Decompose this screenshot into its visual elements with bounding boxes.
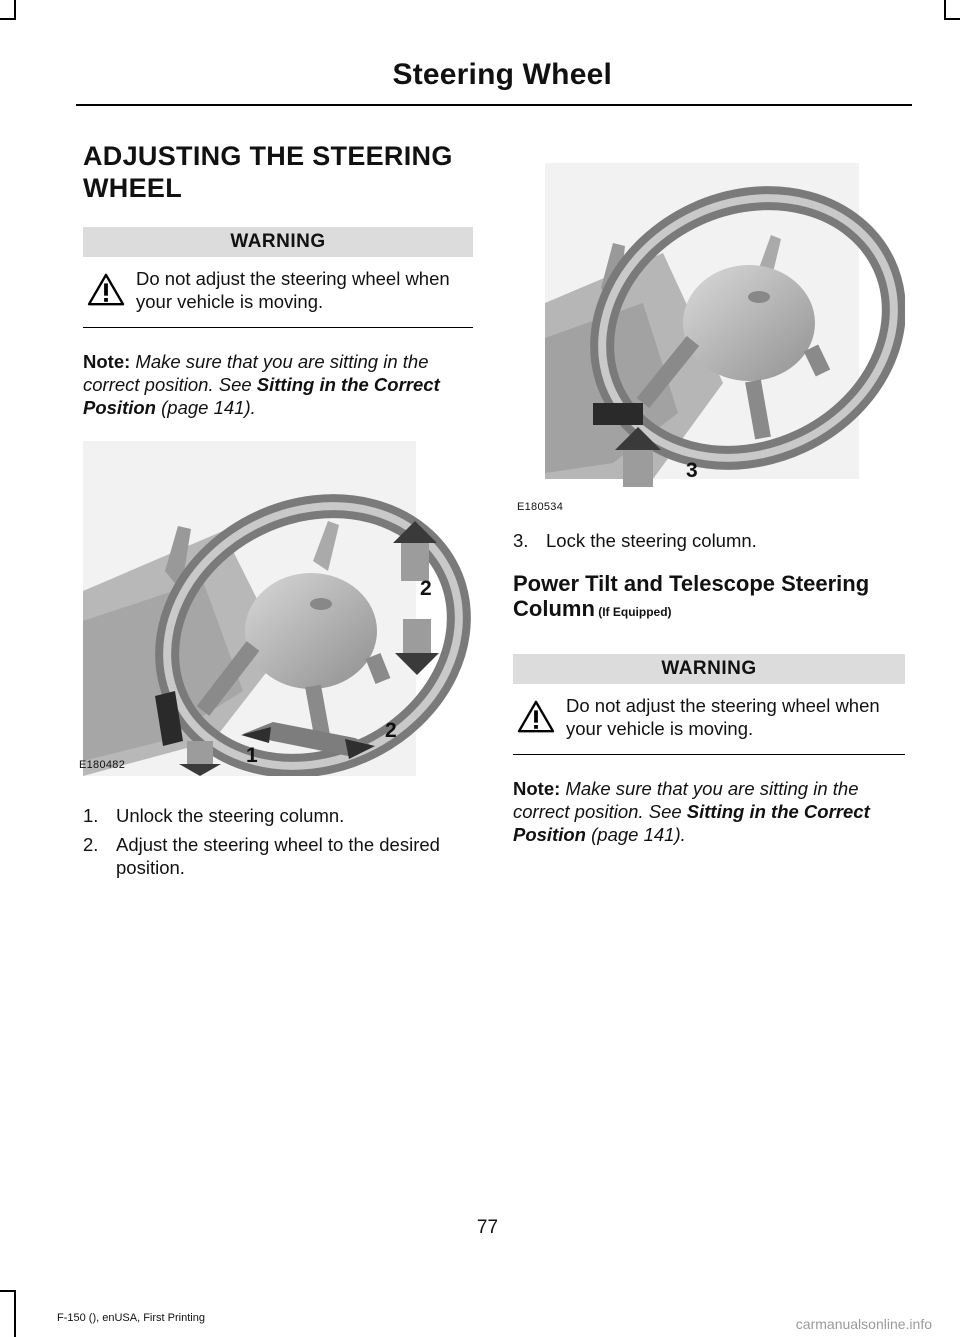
callout-3-lock: 3 — [686, 459, 698, 482]
figure-code: E180482 — [79, 759, 126, 771]
note-label: Note: — [83, 351, 131, 372]
step-text: Adjust the steering wheel to the desired position. — [116, 834, 440, 878]
list-item — [83, 804, 473, 827]
step-number: 1. — [83, 805, 99, 826]
warning-box — [83, 227, 473, 328]
header-rule — [76, 104, 912, 106]
right-column — [513, 163, 905, 846]
list-item — [513, 529, 905, 552]
warning-box — [513, 654, 905, 755]
section-heading-line2: WHEEL — [83, 173, 182, 203]
subsection-title: Power Tilt and Telescope Steering Column — [513, 571, 870, 621]
warning-text: Do not adjust the steering wheel when your vehicle is moving. — [566, 695, 880, 739]
warning-body — [83, 257, 473, 328]
crop-mark — [0, 1290, 16, 1292]
edition-footer: F-150 (), enUSA, First Printing — [57, 1312, 205, 1324]
warning-body — [513, 684, 905, 755]
if-equipped-label: (If Equipped) — [594, 605, 672, 619]
crop-mark — [14, 1290, 16, 1337]
note-paragraph — [83, 350, 473, 419]
page-number: 77 — [476, 1217, 499, 1238]
steering-adjust-figure — [79, 441, 473, 776]
crop-mark — [944, 18, 960, 20]
note-text: Make sure that you are sitting in the correct position. See — [513, 778, 859, 822]
steps-list — [513, 529, 905, 552]
step-text: Unlock the steering column. — [116, 805, 345, 826]
list-item — [83, 833, 473, 879]
crop-mark — [944, 0, 946, 20]
crop-mark — [14, 0, 16, 20]
callout-2-telescope: 2 — [385, 719, 397, 742]
step-number: 3. — [513, 530, 529, 551]
callout-2-tilt: 2 — [420, 577, 432, 600]
subsection-heading — [513, 571, 905, 625]
note-reference-link[interactable]: Sitting in the Correct Position — [513, 801, 870, 845]
note-text: Make sure that you are sitting in the correct position. See — [83, 351, 429, 395]
note-paragraph — [513, 777, 905, 846]
step-number: 2. — [83, 834, 99, 855]
section-heading-line1: ADJUSTING THE STEERING — [83, 141, 453, 171]
note-page-ref: (page 141). — [585, 824, 686, 845]
steering-lock-figure — [513, 163, 905, 519]
warning-text: Do not adjust the steering wheel when your vehicle is moving. — [136, 268, 450, 312]
callout-1-unlock: 1 — [246, 744, 258, 767]
warning-triangle-icon — [517, 700, 555, 734]
note-reference-link[interactable]: Sitting in the Correct Position — [83, 374, 440, 418]
watermark: carmanualsonline.info — [795, 1316, 932, 1332]
warning-label: WARNING — [83, 227, 473, 257]
note-label: Note: — [513, 778, 561, 799]
left-column — [79, 140, 473, 885]
steering-wheel-lock-illustration — [513, 163, 905, 519]
warning-triangle-icon — [87, 273, 125, 307]
note-page-ref: (page 141). — [155, 397, 256, 418]
steps-list — [83, 804, 473, 879]
page-header-title: Steering Wheel — [392, 58, 612, 91]
section-heading — [83, 140, 473, 204]
warning-label: WARNING — [513, 654, 905, 684]
step-text: Lock the steering column. — [546, 530, 757, 551]
figure-code: E180534 — [517, 501, 564, 513]
crop-mark — [0, 18, 16, 20]
steering-wheel-illustration — [83, 441, 473, 776]
